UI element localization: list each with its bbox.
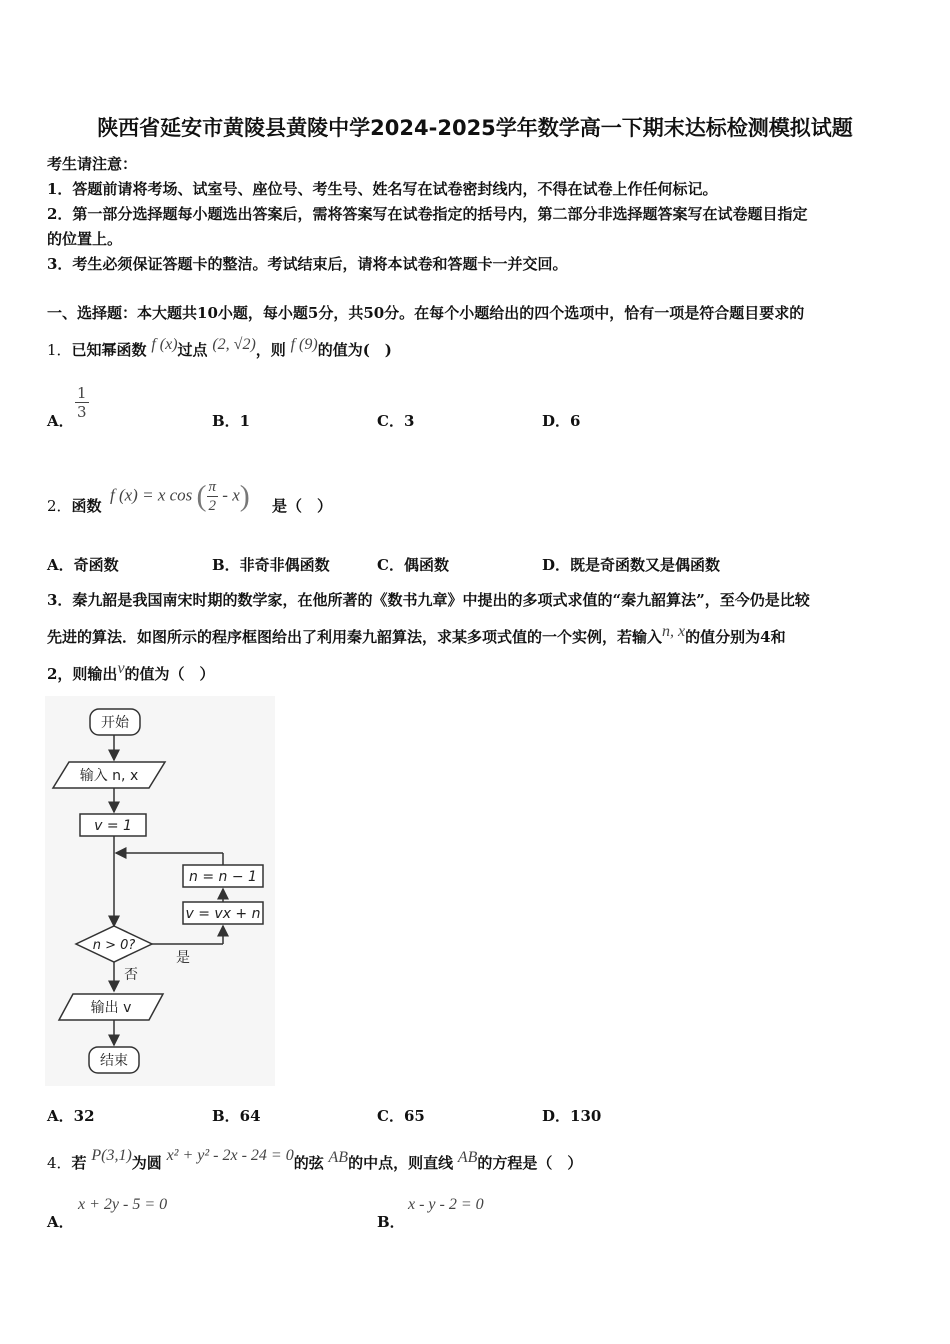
- q4-option-b-label: B．: [377, 1213, 405, 1231]
- q3-option-c: C．65: [377, 1107, 425, 1125]
- q1-option-d: D．6: [542, 412, 581, 430]
- flowchart: [45, 696, 275, 1086]
- flow-start-label: 开始: [101, 715, 129, 731]
- q4-text-5: 的方程是（ ）: [477, 1154, 583, 1172]
- q4-math-ab-2: AB: [457, 1149, 478, 1166]
- flow-yes-label: 是: [176, 950, 190, 966]
- q2-text-2: 是（ ）: [272, 497, 333, 515]
- q2-option-a: A．奇函数: [47, 556, 119, 574]
- page-title: 陕西省延安市黄陵县黄陵中学2024-2025学年数学高一下期末达标检测模拟试题: [97, 116, 853, 140]
- q1-option-a-denominator: 3: [77, 403, 87, 421]
- flow-update-v-label: v = vx + n: [185, 906, 261, 922]
- q4-text-1: 若: [71, 1154, 87, 1172]
- q1-math-fx: f (x): [151, 336, 178, 353]
- q1-number: 1．: [47, 341, 72, 359]
- q4-math-ab-1: AB: [328, 1149, 349, 1166]
- q4-math-circle: x² + y² - 2x - 24 = 0: [166, 1147, 294, 1164]
- q1-math-f9: f (9): [290, 336, 318, 353]
- q3-option-a: A．32: [47, 1107, 95, 1125]
- q3-line-2: [47, 623, 786, 647]
- q2-formula-right: - x: [222, 485, 240, 505]
- q4-math-point: P(3,1): [91, 1147, 132, 1164]
- notice-item-1: 1．答题前请将考场、试室号、座位号、考生号、姓名写在试卷密封线内，不得在试卷上作任何标记。: [47, 180, 718, 198]
- flow-output-label: 输出 v: [90, 1000, 132, 1016]
- notice-heading: 考生请注意：: [47, 155, 138, 173]
- q1-text-2: 过点: [177, 341, 208, 359]
- q2-option-d: D．既是奇函数又是偶函数: [542, 556, 721, 574]
- q1-text-1: 已知幂函数: [71, 341, 147, 359]
- flow-input-label: 输入 n, x: [79, 768, 139, 784]
- q2-number: 2．: [47, 497, 72, 515]
- notice-item-2a: 2．第一部分选择题每小题选出答案后，需将答案写在试卷指定的括号内，第二部分非选择题答案写在试卷题目指定: [47, 205, 808, 223]
- q3-line-3a: 2，则输出: [47, 665, 118, 683]
- q3-line-3b: 的值为（ ）: [124, 665, 215, 683]
- flow-no-label: 否: [124, 967, 138, 983]
- q2-formula: f (x) = x cos ( $\frac{\pi}{2}$ - x): [110, 479, 250, 514]
- q3-line-2a: 先进的算法．如图所示的程序框图给出了利用秦九韶算法，求某多项式值的一个实例，若输入: [47, 628, 663, 646]
- q3-line-3: [47, 660, 215, 684]
- notice-item-3: 3．考生必须保证答题卡的整洁。考试结束后，请将本试卷和答题卡一并交回。: [47, 255, 568, 273]
- q1-math-point: (2, √2): [212, 336, 256, 353]
- q2-formula-left: f (x) = x cos: [110, 485, 193, 505]
- question-4: [47, 1147, 583, 1173]
- q1-text-4: 的值为( ): [317, 341, 392, 359]
- q2-option-b: B．非奇非偶函数: [212, 556, 330, 574]
- q1-option-a-label: A．: [47, 412, 74, 430]
- flow-init-label: v = 1: [94, 818, 132, 834]
- q1-text-3: ，则: [255, 341, 286, 359]
- q3-option-b: B．64: [212, 1107, 261, 1125]
- q2-formula-numerator: π: [208, 479, 217, 495]
- q1-option-a-numerator: 1: [77, 384, 87, 402]
- q4-text-2: 为圆: [131, 1154, 162, 1172]
- flow-end-label: 结束: [100, 1053, 128, 1069]
- q4-option-a-math: x + 2y - 5 = 0: [78, 1196, 168, 1213]
- q4-text-3: 的弦: [293, 1154, 324, 1172]
- q1-option-c: C．3: [377, 412, 415, 430]
- q4-number: 4．: [47, 1154, 72, 1172]
- q2-option-c: C．偶函数: [377, 556, 449, 574]
- q4-option-b-math: x - y - 2 = 0: [408, 1196, 484, 1213]
- q3-option-d: D．130: [542, 1107, 602, 1125]
- section-heading: 一、选择题：本大题共10小题，每小题5分，共50分。在每个小题给出的四个选项中，恰有一项是符合题目要求的: [47, 304, 805, 322]
- q3-math-nx: n, x: [662, 623, 686, 640]
- q3-line-1: 3．秦九韶是我国南宋时期的数学家，在他所著的《数书九章》中提出的多项式求值的“秦九韶算法”，至今仍是比较: [47, 591, 810, 609]
- q1-option-a-fraction: [75, 384, 89, 421]
- q2-formula-denominator: 2: [208, 498, 217, 514]
- flow-condition-label: n > 0?: [92, 938, 136, 953]
- q1-option-b: B．1: [212, 412, 251, 430]
- q4-text-4: 的中点，则直线: [348, 1154, 454, 1172]
- flow-update-n-label: n = n − 1: [189, 869, 257, 885]
- q2-prefix: [47, 495, 102, 516]
- question-1: [47, 336, 392, 360]
- q4-option-a-label: A．: [47, 1213, 74, 1231]
- q2-text-1: 函数: [71, 497, 102, 515]
- q3-math-v: v: [117, 660, 125, 677]
- notice-item-2b: 的位置上。: [47, 230, 123, 248]
- q3-line-2b: 的值分别为4和: [685, 628, 786, 646]
